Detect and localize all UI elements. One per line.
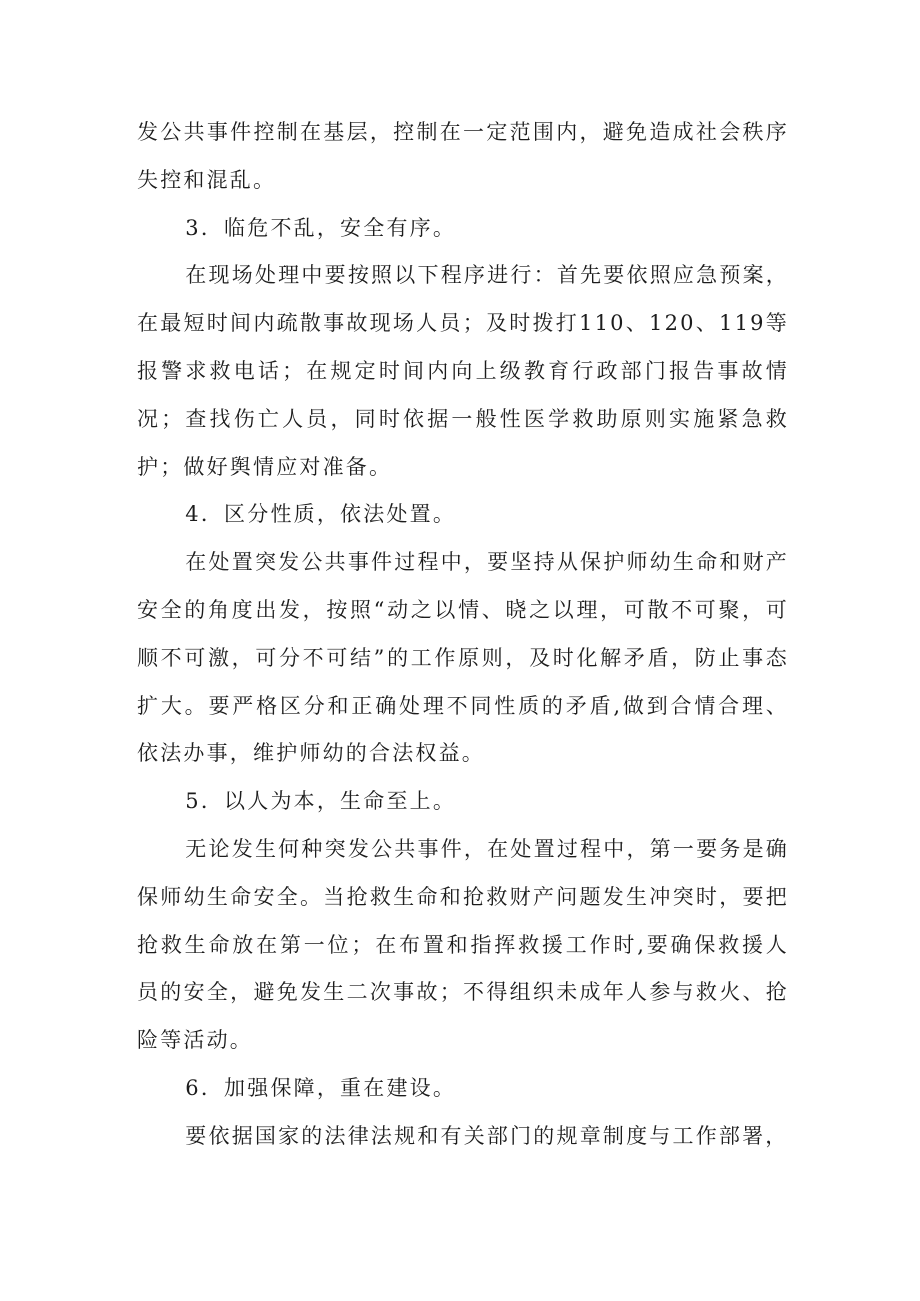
paragraph-6-body: 要依据国家的法律法规和有关部门的规章制度与工作部署， xyxy=(185,1123,789,1148)
section-heading-5: 5．以人为本，生命至上。 xyxy=(185,789,457,814)
paragraph-3-body: 在现场处理中要按照以下程序进行：首先要依照应急预案，在最短时间内疏散事故现场人员；及时拨打110、120、119等报警求救电话；在规定时间内向上级教育行政部门报告事故情况；查找伤亡人员，同时依据一般性医学救助原则实施紧急救护；做好舆情应对准备。 xyxy=(137,263,789,479)
paragraph-continuation: 发公共事件控制在基层，控制在一定范围内，避免造成社会秩序失控和混乱。 xyxy=(137,120,789,192)
paragraph-5-body: 无论发生何种突发公共事件，在处置过程中，第一要务是确保师幼生命安全。当抢救生命和抢救财产问题发生冲突时，要把抢救生命放在第一位；在布置和指挥救援工作时,要确保救援人员的安全，避免发生二次事故；不得组织未成年人参与救火、抢险等活动。 xyxy=(137,836,789,1053)
section-heading-3: 3．临危不乱，安全有序。 xyxy=(185,215,457,240)
document-body xyxy=(137,109,789,1161)
section-heading-4: 4．区分性质，依法处置。 xyxy=(185,502,457,527)
section-heading-6: 6．加强保障，重在建设。 xyxy=(185,1075,457,1100)
paragraph-4-body: 在处置突发公共事件过程中，要坚持从保护师幼生命和财产安全的角度出发，按照“动之以情、晓之以理，可散不可聚，可顺不可激，可分不可结”的工作原则，及时化解矛盾，防止事态扩大。要严格区分和正确处理不同性质的矛盾,做到合情合理、依法办事，维护师幼的合法权益。 xyxy=(137,550,789,766)
